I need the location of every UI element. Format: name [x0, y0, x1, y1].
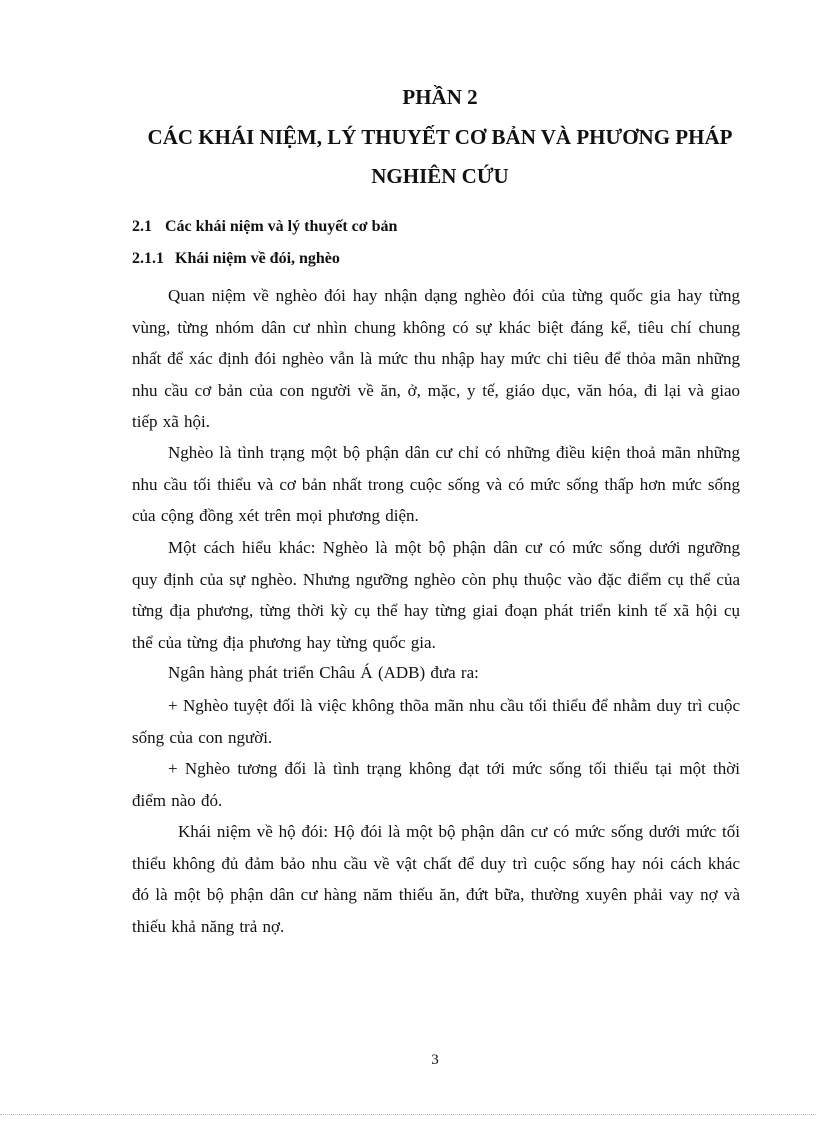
paragraph-alternative-definition: Một cách hiểu khác: Nghèo là một bộ phận dân cư có mức sống dưới ngưỡng quy định của sự nghèo. Nhưng ngưỡng nghèo còn phụ thuộc vào đặc điểm cụ thể của từng địa phương, từng thời kỳ cụ thể hay từng giai đoạn phát triển kinh tế xã hội cụ thể của từng địa phương hay từng quốc gia.: [132, 538, 740, 652]
section-title: Khái niệm về đói, nghèo: [175, 250, 340, 267]
paragraph-hungry-household: Khái niệm về hộ đói: Hộ đói là một bộ phận dân cư có mức sống dưới mức tối thiểu không đủ đảm bảo nhu cầu về vật chất để duy trì cuộc sống hay nói cách khác đó là một bộ phận dân cư hàng năm thiếu ăn, đứt bữa, thường xuyên phải vay nợ và thiếu khả năng trả nợ.: [132, 822, 740, 936]
section-number: 2.1: [132, 218, 152, 235]
part-heading: PHẦN 2: [402, 85, 478, 109]
paragraph-relative-poverty: + Nghèo tương đối là tình trạng không đạt tới mức sống tối thiểu tại một thời điểm nào đó.: [132, 759, 740, 810]
page-bottom-divider: [0, 1114, 816, 1115]
page-number: 3: [431, 1052, 439, 1068]
section-heading-2-1-1: [132, 250, 340, 268]
chapter-title-line-1: CÁC KHÁI NIỆM, LÝ THUYẾT CƠ BẢN VÀ PHƯƠNG PHÁP: [147, 125, 733, 149]
paragraph-adb-intro: Ngân hàng phát triển Châu Á (ADB) đưa ra:: [168, 663, 479, 682]
paragraph-poverty-concept: Quan niệm về nghèo đói hay nhận dạng nghèo đói của từng quốc gia hay từng vùng, từng nhóm dân cư nhìn chung không có sự khác biệt đáng kể, tiêu chí chung nhất để xác định đói nghèo vẫn là mức thu nhập hay mức chi tiêu để thỏa mãn những nhu cầu cơ bản của con người về ăn, ở, mặc, y tế, giáo dục, văn hóa, đi lại và giao tiếp xã hội.: [132, 286, 740, 431]
section-title: Các khái niệm và lý thuyết cơ bản: [165, 218, 398, 235]
paragraph-absolute-poverty: + Nghèo tuyệt đối là việc không thõa mãn nhu cầu tối thiểu để nhằm duy trì cuộc sống của con người.: [132, 696, 740, 747]
section-heading-2-1: [132, 218, 397, 236]
section-number: 2.1.1: [132, 250, 164, 267]
paragraph-poverty-definition: Nghèo là tình trạng một bộ phận dân cư chỉ có những điều kiện thoả mãn những nhu cầu tối thiểu và cơ bản nhất trong cuộc sống và có mức sống thấp hơn mức sống của cộng đồng xét trên mọi phương diện.: [132, 443, 740, 525]
chapter-title-line-2: NGHIÊN CỨU: [371, 164, 509, 188]
